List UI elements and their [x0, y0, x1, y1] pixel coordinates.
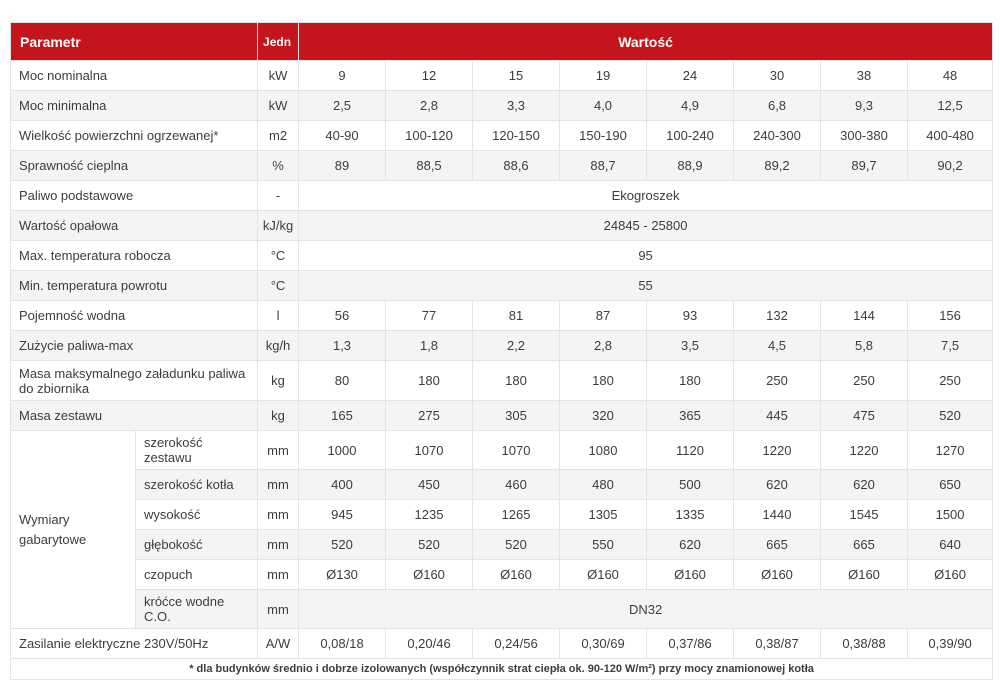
unit-cell: mm: [258, 470, 299, 500]
value-cell: 1080: [560, 431, 647, 470]
value-cell: 665: [734, 530, 821, 560]
spec-table: [10, 22, 993, 680]
table-row: [11, 331, 993, 361]
value-cell: 89,2: [734, 151, 821, 181]
value-cell: Ø160: [821, 560, 908, 590]
unit-cell: l: [258, 301, 299, 331]
unit-cell: kg: [258, 401, 299, 431]
value-cell: 450: [386, 470, 473, 500]
param-label-cell: Sprawność cieplna: [11, 151, 258, 181]
value-cell: 0,08/18: [299, 629, 386, 659]
column-header-wartosc: Wartość: [299, 23, 993, 61]
value-cell: 144: [821, 301, 908, 331]
value-cell: 445: [734, 401, 821, 431]
value-cell: 93: [647, 301, 734, 331]
param-label-cell: Masa maksymalnego załadunku paliwa do zbiornika: [11, 361, 258, 401]
table-row: [11, 560, 993, 590]
value-cell: 40-90: [299, 121, 386, 151]
unit-cell: mm: [258, 590, 299, 629]
value-cell: 88,5: [386, 151, 473, 181]
unit-cell: %: [258, 151, 299, 181]
value-cell: 1220: [821, 431, 908, 470]
unit-cell: mm: [258, 431, 299, 470]
value-cell: 56: [299, 301, 386, 331]
column-header-parametr: Parametr: [11, 23, 258, 61]
unit-cell: °C: [258, 241, 299, 271]
value-cell: 7,5: [908, 331, 993, 361]
value-cell: 80: [299, 361, 386, 401]
table-row: [11, 91, 993, 121]
value-cell: 2,8: [386, 91, 473, 121]
sub-label-cell: wysokość: [136, 500, 258, 530]
value-cell: 1235: [386, 500, 473, 530]
footnote-text: * dla budynków średnio i dobrze izolowanych (współczynnik strat ciepła ok. 90-120 W/m²) przy mocy znamionowej kotła: [11, 659, 993, 680]
value-cell: 400-480: [908, 121, 993, 151]
value-cell: 945: [299, 500, 386, 530]
param-label-cell: Zasilanie elektryczne 230V/50Hz: [11, 629, 258, 659]
value-cell: 1,3: [299, 331, 386, 361]
merged-value-cell: 55: [299, 271, 993, 301]
table-body: [11, 61, 993, 680]
table-row: [11, 590, 993, 629]
value-cell: 180: [386, 361, 473, 401]
sub-label-cell: czopuch: [136, 560, 258, 590]
value-cell: Ø160: [647, 560, 734, 590]
value-cell: 300-380: [821, 121, 908, 151]
value-cell: 240-300: [734, 121, 821, 151]
value-cell: 89: [299, 151, 386, 181]
value-cell: 320: [560, 401, 647, 431]
unit-cell: m2: [258, 121, 299, 151]
value-cell: 4,0: [560, 91, 647, 121]
unit-cell: kJ/kg: [258, 211, 299, 241]
value-cell: 620: [821, 470, 908, 500]
value-cell: 250: [734, 361, 821, 401]
value-cell: 90,2: [908, 151, 993, 181]
value-cell: 12: [386, 61, 473, 91]
value-cell: 550: [560, 530, 647, 560]
value-cell: 0,30/69: [560, 629, 647, 659]
unit-cell: A/W: [258, 629, 299, 659]
table-row: [11, 301, 993, 331]
value-cell: 6,8: [734, 91, 821, 121]
value-cell: 1545: [821, 500, 908, 530]
param-label-cell: Masa zestawu: [11, 401, 258, 431]
table-row: [11, 500, 993, 530]
value-cell: 1000: [299, 431, 386, 470]
unit-cell: kg/h: [258, 331, 299, 361]
value-cell: 0,39/90: [908, 629, 993, 659]
value-cell: 460: [473, 470, 560, 500]
param-label-cell: Moc nominalna: [11, 61, 258, 91]
value-cell: 180: [560, 361, 647, 401]
table-row: [11, 211, 993, 241]
value-cell: 15: [473, 61, 560, 91]
value-cell: 132: [734, 301, 821, 331]
unit-cell: kg: [258, 361, 299, 401]
value-cell: 275: [386, 401, 473, 431]
value-cell: 3,5: [647, 331, 734, 361]
value-cell: 1120: [647, 431, 734, 470]
value-cell: 620: [734, 470, 821, 500]
value-cell: 2,5: [299, 91, 386, 121]
value-cell: 520: [473, 530, 560, 560]
value-cell: 38: [821, 61, 908, 91]
value-cell: 500: [647, 470, 734, 500]
value-cell: 1500: [908, 500, 993, 530]
param-label-cell: Wartość opałowa: [11, 211, 258, 241]
value-cell: 0,37/86: [647, 629, 734, 659]
value-cell: 640: [908, 530, 993, 560]
column-header-jedn: Jedn: [258, 23, 299, 61]
unit-cell: mm: [258, 560, 299, 590]
table-row: [11, 241, 993, 271]
value-cell: 88,9: [647, 151, 734, 181]
table-row: [11, 151, 993, 181]
value-cell: 1335: [647, 500, 734, 530]
value-cell: 24: [647, 61, 734, 91]
param-label-cell: Moc minimalna: [11, 91, 258, 121]
value-cell: 0,24/56: [473, 629, 560, 659]
group-label-cell: Wymiary gabarytowe: [11, 431, 136, 629]
unit-cell: °C: [258, 271, 299, 301]
merged-value-cell: DN32: [299, 590, 993, 629]
value-cell: 30: [734, 61, 821, 91]
header-row: [11, 23, 993, 61]
value-cell: Ø160: [473, 560, 560, 590]
table-row: [11, 530, 993, 560]
param-label-cell: Wielkość powierzchni ogrzewanej*: [11, 121, 258, 151]
value-cell: 1305: [560, 500, 647, 530]
value-cell: 1270: [908, 431, 993, 470]
value-cell: 480: [560, 470, 647, 500]
value-cell: 400: [299, 470, 386, 500]
value-cell: 0,38/88: [821, 629, 908, 659]
value-cell: 5,8: [821, 331, 908, 361]
value-cell: 0,20/46: [386, 629, 473, 659]
value-cell: 520: [386, 530, 473, 560]
unit-cell: -: [258, 181, 299, 211]
value-cell: 88,6: [473, 151, 560, 181]
value-cell: 9,3: [821, 91, 908, 121]
param-label-cell: Min. temperatura powrotu: [11, 271, 258, 301]
value-cell: Ø160: [734, 560, 821, 590]
value-cell: 2,8: [560, 331, 647, 361]
value-cell: Ø160: [908, 560, 993, 590]
param-label-cell: Max. temperatura robocza: [11, 241, 258, 271]
value-cell: 1,8: [386, 331, 473, 361]
table-row: [11, 401, 993, 431]
value-cell: 4,9: [647, 91, 734, 121]
value-cell: 520: [299, 530, 386, 560]
value-cell: 650: [908, 470, 993, 500]
value-cell: 665: [821, 530, 908, 560]
table-row: [11, 431, 993, 470]
table-row: [11, 271, 993, 301]
value-cell: 81: [473, 301, 560, 331]
value-cell: 0,38/87: [734, 629, 821, 659]
param-label-cell: Paliwo podstawowe: [11, 181, 258, 211]
unit-cell: mm: [258, 500, 299, 530]
value-cell: 89,7: [821, 151, 908, 181]
value-cell: 150-190: [560, 121, 647, 151]
value-cell: 1265: [473, 500, 560, 530]
value-cell: 120-150: [473, 121, 560, 151]
table-row: [11, 61, 993, 91]
value-cell: 156: [908, 301, 993, 331]
unit-cell: kW: [258, 61, 299, 91]
unit-cell: kW: [258, 91, 299, 121]
merged-value-cell: 95: [299, 241, 993, 271]
table-row: [11, 629, 993, 659]
value-cell: 250: [821, 361, 908, 401]
value-cell: 1070: [386, 431, 473, 470]
value-cell: 3,3: [473, 91, 560, 121]
sub-label-cell: szerokość kotła: [136, 470, 258, 500]
table-row: [11, 181, 993, 211]
table-row: [11, 470, 993, 500]
value-cell: 520: [908, 401, 993, 431]
table-row: [11, 121, 993, 151]
table-row: [11, 361, 993, 401]
value-cell: 1070: [473, 431, 560, 470]
value-cell: 1440: [734, 500, 821, 530]
value-cell: 4,5: [734, 331, 821, 361]
value-cell: 100-240: [647, 121, 734, 151]
value-cell: 100-120: [386, 121, 473, 151]
sub-label-cell: króćce wodne C.O.: [136, 590, 258, 629]
value-cell: 1220: [734, 431, 821, 470]
value-cell: Ø130: [299, 560, 386, 590]
value-cell: Ø160: [386, 560, 473, 590]
value-cell: 88,7: [560, 151, 647, 181]
value-cell: 305: [473, 401, 560, 431]
value-cell: 87: [560, 301, 647, 331]
value-cell: 475: [821, 401, 908, 431]
sub-label-cell: głębokość: [136, 530, 258, 560]
unit-cell: mm: [258, 530, 299, 560]
value-cell: 2,2: [473, 331, 560, 361]
sub-label-cell: szerokość zestawu: [136, 431, 258, 470]
value-cell: 620: [647, 530, 734, 560]
merged-value-cell: Ekogroszek: [299, 181, 993, 211]
value-cell: 19: [560, 61, 647, 91]
value-cell: 180: [473, 361, 560, 401]
value-cell: Ø160: [560, 560, 647, 590]
param-label-cell: Pojemność wodna: [11, 301, 258, 331]
footnote-row: [11, 659, 993, 680]
value-cell: 12,5: [908, 91, 993, 121]
value-cell: 9: [299, 61, 386, 91]
value-cell: 48: [908, 61, 993, 91]
param-label-cell: Zużycie paliwa-max: [11, 331, 258, 361]
merged-value-cell: 24845 - 25800: [299, 211, 993, 241]
value-cell: 165: [299, 401, 386, 431]
value-cell: 77: [386, 301, 473, 331]
value-cell: 250: [908, 361, 993, 401]
value-cell: 180: [647, 361, 734, 401]
value-cell: 365: [647, 401, 734, 431]
